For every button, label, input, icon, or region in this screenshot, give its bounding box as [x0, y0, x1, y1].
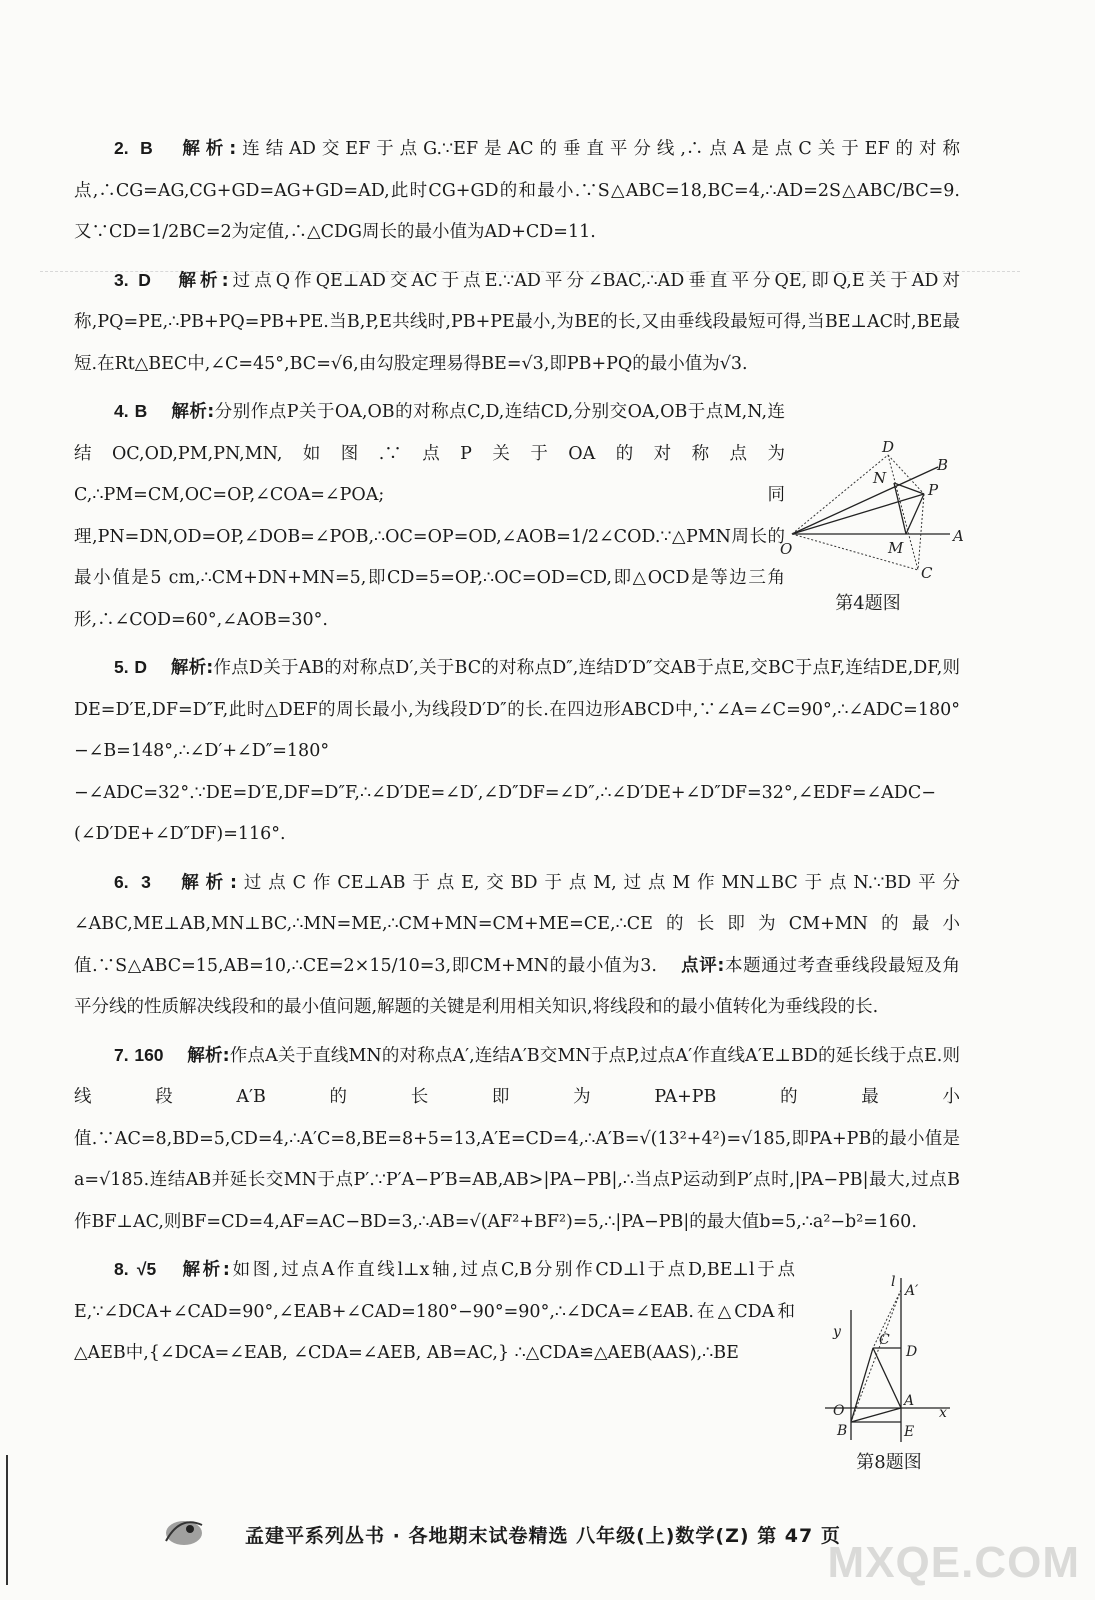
solution-text: 过点Q作QE⊥AD交AC于点E.∵AD平分∠BAC,∴AD垂直平分QE,即Q,E关于AD对称,PQ=PE,∴PB+PQ=PB+PE.当B,P,E共线时,PB+PE最小,为BE的长,又由垂线段最短可得,当BE⊥AC时,BE最短.在Rt△BEC中,∠C=45°,BC=√6,由勾股定理易得BE=√3,即PB+PQ的最小值为√3.: [74, 270, 960, 374]
solution-text: 过点C作CE⊥AB于点E,交BD于点M,过点M作MN⊥BC于点N.∵BD平分∠ABC,ME⊥AB,MN⊥BC,∴MN=ME,∴CM+MN=CM+ME=CE,∴CE的长即为CM+MN的最小值.∵S△ABC=15,AB=10,∴CE=2×15/10=3,即CM+MN的最小值为3.: [74, 872, 960, 976]
label-d: D: [906, 1344, 918, 1360]
label-y: y: [833, 1324, 841, 1340]
solution-answer: 160: [134, 1044, 164, 1065]
coordinate-diagram-8: [815, 1270, 965, 1445]
label-b: B: [837, 1423, 848, 1439]
segment-ca: [873, 1348, 901, 1408]
solution-text: 连结AD交EF于点G.∵EF是AC的垂直平分线,∴点A是点C关于EF的对称点,∴CG=AG,CG+GD=AG+GD=AD,此时CG+GD的和最小.∵S△ABC=18,BC=4,∴AD=2S△ABC/BC=9.又∵CD=1/2BC=2为定值,∴△CDG周长的最小值为AD+CD=11.: [74, 139, 960, 242]
solution-answer: D: [138, 269, 151, 290]
analysis-tag: 解析:: [182, 139, 237, 159]
label-p: P: [928, 481, 939, 499]
solution-answer: B: [134, 401, 148, 421]
label-b: B: [937, 456, 949, 474]
solution-answer: 3: [141, 871, 151, 892]
footer-text: 孟建平系列丛书 · 各地期末试卷精选 八年级(上)数学(Z) 第 47 页: [245, 1525, 841, 1547]
label-x: x: [939, 1405, 947, 1421]
solution-number: 3.: [114, 269, 129, 290]
segment-od: [792, 455, 888, 534]
label-a-prime: A′: [905, 1283, 919, 1299]
segment-pm: [906, 494, 924, 534]
geometry-diagram-4: [780, 437, 970, 587]
analysis-tag: 解析:: [178, 270, 229, 291]
solution-6: [74, 862, 960, 1029]
label-l: l: [891, 1274, 896, 1290]
solutions-content: [74, 128, 960, 1381]
solution-text: 如图,过点A作直线l⊥x轴,过点C,B分别作CD⊥l于点D,BE⊥l于点E,∵∠DCA+∠CAD=90°,∠EAB+∠CAD=180°−90°=90°,∴∠DCA=∠EAB.在△CDA和△AEB中,{∠DCA=∠EAB, ∠CDA=∠AEB, AB=AC,} ∴△CDA≌△AEB(AAS),∴BE: [74, 1260, 795, 1363]
solution-number: 2.: [114, 138, 129, 158]
margin-line: [6, 1455, 8, 1585]
figure-caption-4: 第4题图: [835, 593, 901, 614]
solution-number: 7.: [114, 1044, 129, 1065]
figure-caption-8: 第8题图: [856, 1452, 922, 1473]
label-c: C: [921, 564, 933, 582]
solution-answer: B: [140, 138, 153, 158]
label-n: N: [873, 469, 887, 487]
figure-problem-8: [815, 1270, 965, 1475]
solution-5: [74, 647, 960, 856]
segment-mn: [894, 483, 906, 534]
label-m: M: [888, 539, 904, 557]
label-c: C: [879, 1332, 890, 1348]
solution-text: 作点D关于AB的对称点D′,关于BC的对称点D″,连结D′D″交AB于点E,交BC于点F,连结DE,DF,则DE=D′E,DF=D″F,此时△DEF的周长最小,为线段D′D″的长.在四边形ABCD中,∵∠A=∠C=90°,∴∠ADC=180°−∠B=148°,∴∠D′+∠D″=180°−∠ADC=32°.∵DE=D′E,DF=D″F,∴∠D′DE=∠D′,∠D″DF=∠D″,∴∠D′DE+∠D″DF=32°,∠EDF=∠ADC−(∠D′DE+∠D″DF)=116°.: [74, 658, 960, 844]
label-a: A: [953, 527, 964, 545]
analysis-tag: 解析:: [187, 1045, 230, 1066]
segment-ba: [851, 1408, 901, 1422]
segment-cb: [851, 1348, 873, 1422]
analysis-tag: 解析:: [182, 1260, 230, 1280]
label-d: D: [882, 438, 895, 456]
solution-number: 8.: [114, 1259, 129, 1279]
solution-number: 5.: [114, 657, 129, 677]
solution-text: 分别作点P关于OA,OB的对称点C,D,连结CD,分别交OA,OB于点M,N,连结OC,OD,PM,PN,MN,如图.∵点P关于OA的对称点为C,∴PM=CM,OC=OP,∠COA=∠POA;同理,PN=DN,OD=OP,∠DOB=∠POB,∴OC=OP=OD,∠AOB=1/2∠COD.∵△PMN周长的最小值是5 cm,∴CM+DN+MN=5,即CD=5=OP,∴OC=OD=CD,即△OCD是等边三角形,∴∠COD=60°,∠AOB=30°.: [74, 402, 785, 630]
segment-a-prime-b: [851, 1290, 901, 1422]
ray-ob: [792, 467, 938, 534]
solution-number: 6.: [114, 871, 129, 892]
solution-answer: √5: [136, 1259, 157, 1279]
solution-2: [74, 128, 960, 254]
figure-problem-4: [780, 437, 970, 617]
solution-text: 作点A关于直线MN的对称点A′,连结A′B交MN于点P,过点A′作直线A′E⊥BD的延长线于点E.则线段A′B的长即为PA+PB的最小值.∵AC=8,BD=5,CD=4,∴A′C=8,BE=8+5=13,A′E=CD=4,∴A′B=√(13²+4²)=√185,即PA+PB的最小值是a=√185.连结AB并延长交MN于点P′.∵P′A−P′B=AB,AB>|PA−PB|,∴当点P运动到P′点时,|PA−PB|最大,过点B作BF⊥AC,则BF=CD=4,AF=AC−BD=3,∴AB=√(AF²+BF²)=5,∴|PA−PB|的最大值b=5,∴a²−b²=160.: [74, 1045, 961, 1232]
analysis-tag: 解析:: [171, 402, 215, 422]
comment-text: 本题通过考查垂线段最短及角平分线的性质解决线段和的最小值问题,解题的关键是利用相关知识,将线段和的最小值转化为垂线段的长.: [74, 955, 960, 1017]
analysis-tag: 解析:: [181, 872, 238, 893]
label-o: O: [780, 540, 793, 558]
analysis-tag: 解析:: [170, 658, 214, 678]
series-logo-icon: [160, 1511, 208, 1551]
solution-number: 4.: [114, 401, 129, 421]
solution-3: [74, 260, 960, 386]
label-e: E: [904, 1424, 915, 1440]
label-o: O: [833, 1403, 845, 1419]
solution-answer: D: [134, 657, 148, 677]
solution-7: [74, 1035, 960, 1244]
label-a: A: [904, 1393, 915, 1409]
comment-tag: 点评:: [681, 955, 725, 976]
watermark: MXQE.COM: [827, 1538, 1080, 1587]
